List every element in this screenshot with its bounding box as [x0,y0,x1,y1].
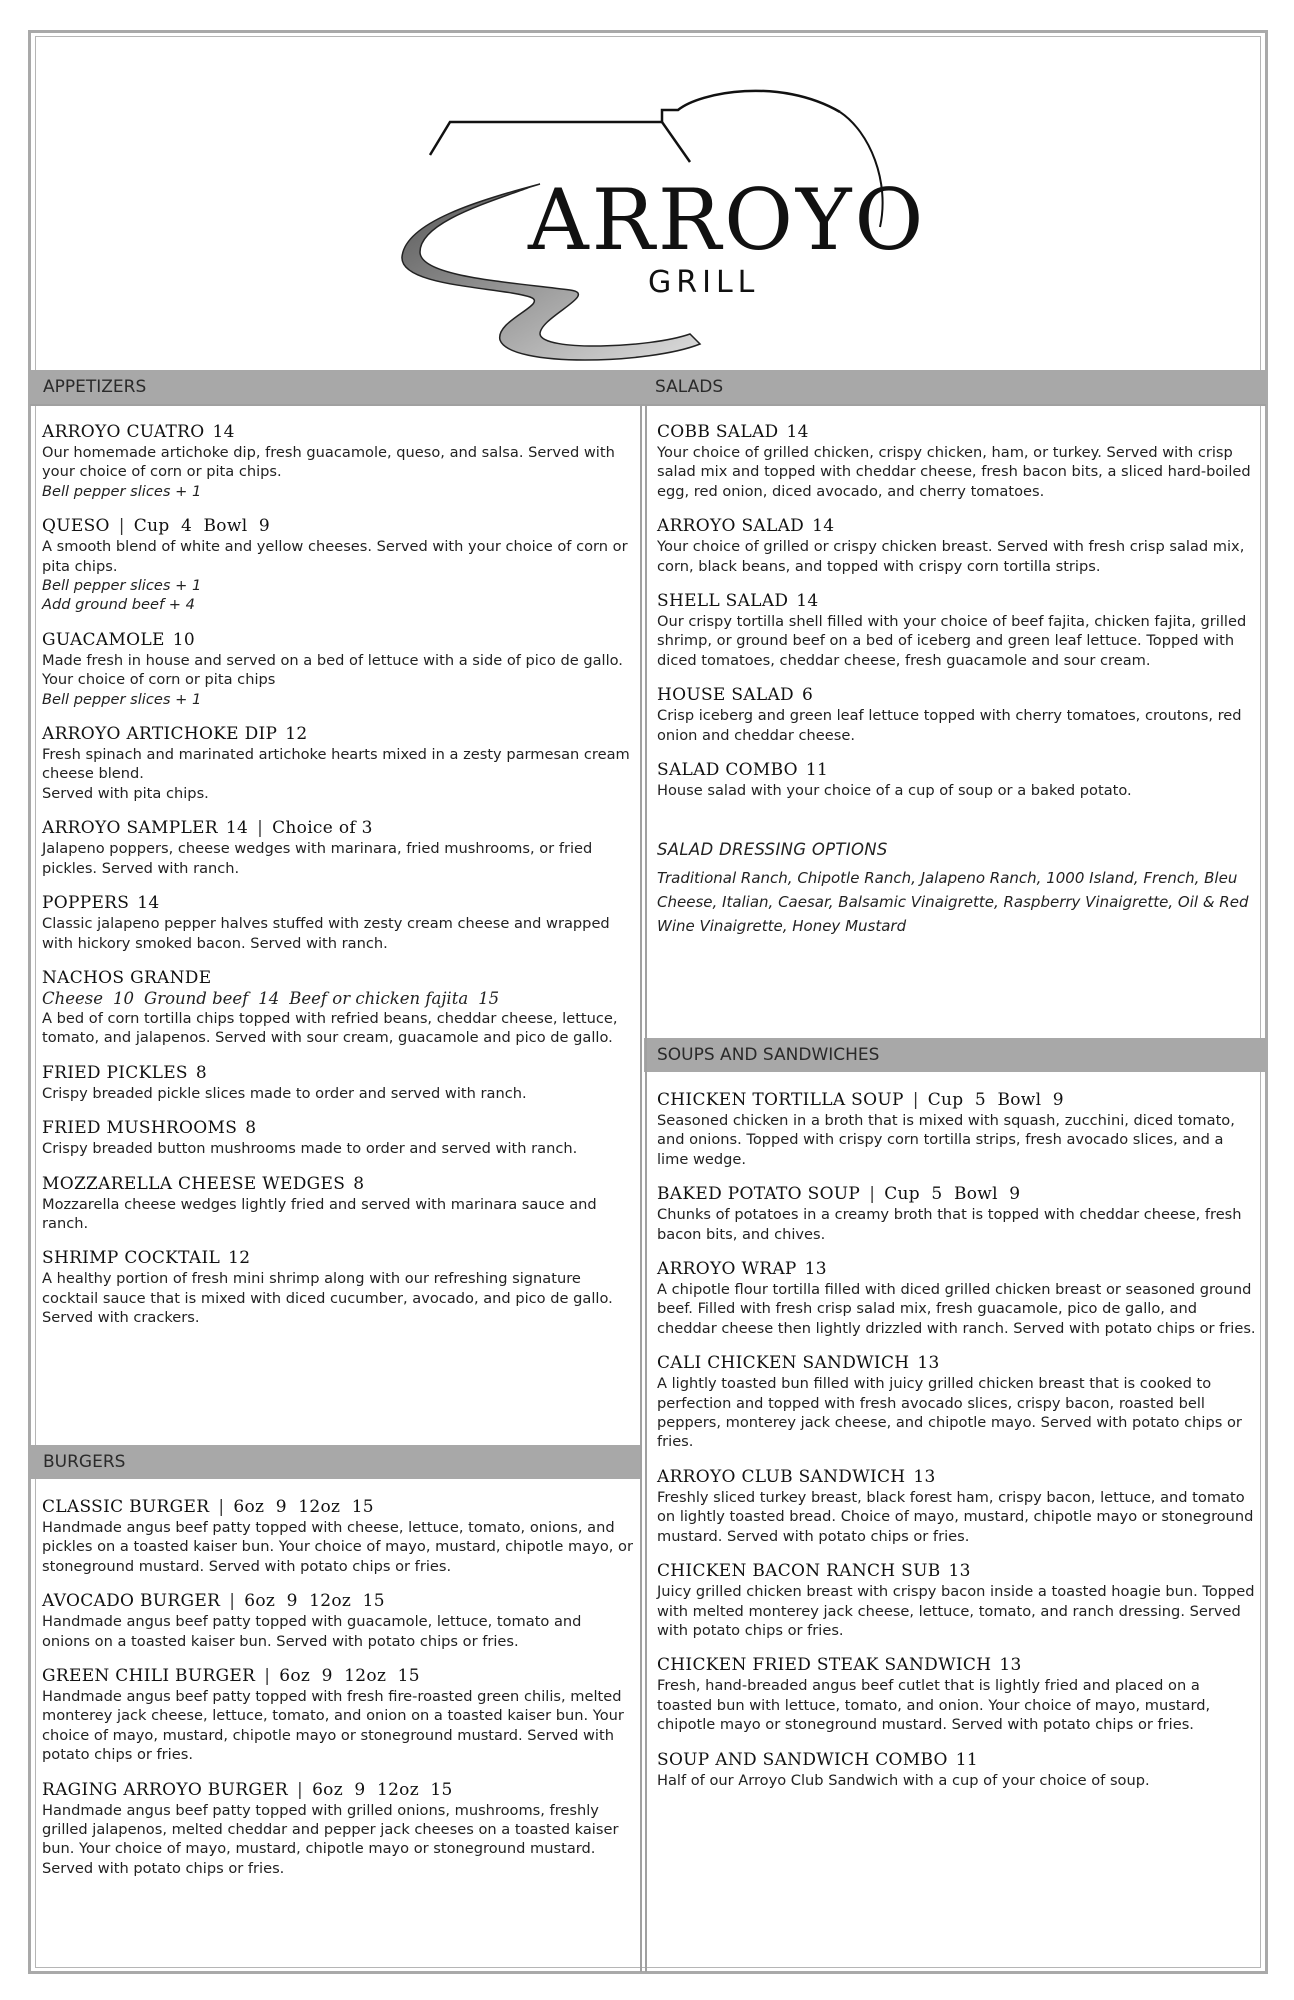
size-price: 4 [180,516,193,537]
menu-item: BAKED POTATO SOUP | Cup 5 Bowl 9 Chunks of potatoes in a creamy broth that is topped with cheddar cheese, fresh bacon bits, and chives. [657,1184,1257,1244]
item-name: HOUSE SALAD [657,685,794,706]
menu-item [42,893,634,953]
item-price: 6 [801,685,814,706]
dressing-title: SALAD DRESSING OPTIONS [657,840,888,860]
size-label: Cup [133,516,170,537]
item-name: COBB SALAD [657,422,779,442]
item-name: SHELL SALAD [657,591,789,612]
item-description: Seasoned chicken in a broth that is mixed with squash, zucchini, diced tomato, and onions. Topped with crispy corn tortilla strips, fresh avocado slices, and a lime wedge. [657,1112,1235,1168]
item-price: 10 [172,629,195,650]
item-description: Handmade angus beef patty topped with cheese, lettuce, tomato, onions, and pickles on a toasted kaiser bun. Your choice of mayo, mustard, chipotle mayo, or stoneground mustard. Served with potato chips or fries. [42,1519,633,1575]
brand-sub: GRILL [648,265,760,300]
item-price: 14 [786,422,809,442]
item-addon: Bell pepper slices + 1 [42,690,202,708]
item-description: A lightly toasted bun filled with juicy grilled chicken breast that is cooked to perfection and topped with fresh avocado slices, crispy bacon, roasted bell peppers, monterey jack cheese, and chipotle mayo. Served with potato chips or fries. [657,1375,1242,1451]
size-price: 9 [258,516,270,537]
menu-item: QUESO | Cup 4 Bowl 9 A smooth blend of white and yellow cheeses. Served with your choice of corn or pita chips. Bell pepper slices + 1 Add ground beef + 4 [42,516,634,615]
menu-item [42,422,634,501]
dressing-options [657,840,1257,938]
item-name: ARROYO SALAD [657,516,805,537]
size-label: 6oz [233,1497,265,1517]
item-description: A chipotle flour tortilla filled with diced grilled chicken breast or seasoned ground beef. Filled with fresh crisp salad mix, fresh guacamole, pico de gallo, and cheddar cheese then lightly drizzled with ranch. Served with potato chips or fries. [657,1281,1256,1337]
item-price: 13 [999,1655,1022,1676]
item-description: Juicy grilled chicken breast with crispy bacon inside a toasted hoagie bun. Topped with melted monterey jack cheese, lettuce, tomato, and ranch dressing. Served with potato chips or fries. [657,1583,1255,1639]
size-price: 5 [974,1090,987,1110]
item-name: FRIED PICKLES [42,1062,188,1083]
menu-item: CHICKEN TORTILLA SOUP | Cup 5 Bowl 9 Seasoned chicken in a broth that is mixed with squash, zucchini, diced tomato, and onions. Topped with crispy corn tortilla strips, fresh avocado slices, and a lime wedge. [657,1090,1257,1169]
item-name: SOUP AND SANDWICH COMBO [657,1749,948,1770]
menu-item [42,724,634,803]
size-price: 15 [362,1591,385,1612]
option-label: Ground beef [144,988,249,1008]
appetizers-list [42,422,634,1343]
menu-item [42,630,634,709]
menu-item: GREEN CHILI BURGER | 6oz 9 12oz 15 Handmade angus beef patty topped with fresh fire-roasted green chilis, melted monterey jack cheese, lettuce, tomato, and onion on a toasted kaiser bun. Your choice of mayo, mustard, chipotle mayo or stoneground mustard. Served with potato chips or fries. [42,1666,634,1765]
size-price: 15 [430,1779,453,1800]
item-options [42,989,634,1009]
size-label: 12oz [309,1591,352,1612]
item-price: 13 [948,1561,971,1582]
option-price: 10 [113,988,135,1008]
column-divider-right [645,404,647,1972]
item-name: BAKED POTATO SOUP [657,1184,861,1205]
item-description: Chunks of potatoes in a creamy broth that is topped with cheddar cheese, fresh bacon bits, and chives. [657,1206,1242,1243]
menu-item [42,1248,634,1327]
item-description: A bed of corn tortilla chips topped with refried beans, cheddar cheese, lettuce, tomato, and jalapenos. Served with sour cream, guacamole and pico de gallo. [42,1009,618,1047]
size-price: 15 [397,1666,420,1687]
menu-item [657,1561,1257,1640]
menu-item: AVOCADO BURGER | 6oz 9 12oz 15 Handmade angus beef patty topped with guacamole, lettuce, tomato and onions on a toasted kaiser bun. Served with potato chips or fries. [42,1591,634,1651]
size-label: 6oz [279,1666,311,1687]
soups-sandwiches-list [657,1090,1257,1805]
item-description: Crispy breaded button mushrooms made to order and served with ranch. [42,1140,578,1158]
item-price: 8 [195,1062,207,1083]
item-description: House salad with your choice of a cup of soup or a baked potato. [657,782,1132,800]
salads-header: SALADS [642,370,1266,404]
size-price: 9 [321,1666,333,1687]
item-name: CLASSIC BURGER [42,1497,210,1517]
burgers-list [42,1497,634,1893]
item-description: Classic jalapeno pepper halves stuffed with zesty cream cheese and wrapped with hickory smoked bacon. Served with ranch. [42,915,610,952]
item-name: GREEN CHILI BURGER [42,1666,256,1687]
menu-item [657,1467,1257,1546]
item-description: Your choice of grilled chicken, crispy chicken, ham, or turkey. Served with crisp salad mix and topped with cheddar cheese, fresh bacon bits, a sliced hard-boiled egg, red onion, diced avocado, and cherry tomatoes. [657,444,1251,500]
item-description: Handmade angus beef patty topped with grilled onions, mushrooms, freshly grilled jalapenos, melted cheddar and pepper jack cheeses on a toasted kaiser bun. Your choice of mayo, mustard, chipotle mayo or stoneground mustard. Served with potato chips or fries. [42,1801,619,1877]
item-name: QUESO [42,516,110,537]
item-price: 12 [228,1248,251,1269]
item-addon: Add ground beef + 4 [42,596,195,614]
menu-item [657,516,1257,576]
item-name: RAGING ARROYO BURGER [42,1779,289,1800]
item-name: CHICKEN FRIED STEAK SANDWICH [657,1655,992,1676]
menu-item [42,1063,634,1103]
item-price: 12 [285,724,308,745]
size-label: 12oz [376,1779,419,1800]
item-description: Handmade angus beef patty topped with guacamole, lettuce, tomato and onions on a toasted kaiser bun. Served with potato chips or fries. [42,1613,582,1650]
item-name: ARROYO CLUB SANDWICH [657,1466,906,1487]
item-price: 8 [245,1118,257,1139]
item-description: Handmade angus beef patty topped with fresh fire-roasted green chilis, melted monterey jack cheese, lettuce, tomato, and onion on a toasted kaiser bun. Your choice of mayo, mustard, chipotle mayo or stoneground mustard. Served with potato chips or fries. [42,1688,624,1764]
size-price: 9 [286,1591,298,1612]
item-description: Fresh, hand-breaded angus beef cutlet that is lightly fried and placed on a toasted bun with lettuce, tomato, and onion. Your choice of mayo, mustard, chipotle mayo or stoneground mustard. Served with potato chips or fries. [657,1677,1211,1734]
item-description: A smooth blend of white and yellow cheeses. Served with your choice of corn or pita chips. [42,538,628,575]
option-price: 15 [478,988,500,1008]
size-label: Cup [884,1184,920,1205]
menu-item [657,1353,1257,1452]
item-description: Mozzarella cheese wedges lightly fried and served with marinara sauce and ranch. [42,1195,597,1232]
salads-list [657,422,1257,938]
item-price: 13 [913,1466,936,1487]
menu-item [657,1259,1257,1338]
size-price: 5 [931,1184,943,1205]
item-name: GUACAMOLE [42,629,165,650]
size-label: Bowl [203,516,248,537]
size-price: 9 [354,1779,366,1800]
item-name: ARROYO SAMPLER [42,818,218,839]
menu-item [657,685,1257,745]
menu-item [657,422,1257,501]
item-price: 13 [917,1353,940,1374]
menu-item [657,1655,1257,1734]
item-name: POPPERS [42,893,130,914]
item-name: SHRIMP COCKTAIL [42,1248,221,1269]
item-name: CHICKEN BACON RANCH SUB [657,1561,941,1582]
size-label: Bowl [953,1184,998,1205]
item-description: Crisp iceberg and green leaf lettuce topped with cherry tomatoes, croutons, red onion and cheddar cheese. [657,707,1242,744]
option-price: 14 [258,988,280,1008]
item-price: 13 [804,1259,827,1280]
item-name: ARROYO WRAP [657,1259,797,1280]
menu-item [657,760,1257,800]
item-choice: Choice of 3 [272,818,373,839]
item-price: 14 [137,893,160,914]
menu-item [42,1118,634,1158]
item-price: 11 [805,760,829,781]
menu-item: RAGING ARROYO BURGER | 6oz 9 12oz 15 Handmade angus beef patty topped with grilled onions, mushrooms, freshly grilled jalapenos, melted cheddar and pepper jack cheeses on a toasted kaiser bun. Your choice of mayo, mustard, chipotle mayo or stoneground mustard. Served with potato chips or fries. [42,1780,634,1879]
item-description-2: Served with pita chips. [42,784,209,802]
menu-item [657,1750,1257,1790]
item-description: Half of our Arroyo Club Sandwich with a cup of your choice of soup. [657,1771,1150,1789]
size-label: 12oz [298,1497,341,1517]
item-name: ARROYO CUATRO [42,422,205,442]
item-price: 14 [212,422,235,442]
appetizers-header: APPETIZERS [30,370,642,404]
item-name: FRIED MUSHROOMS [42,1118,238,1139]
menu-item: ARROYO SAMPLER 14 | Choice of 3 Jalapeno poppers, cheese wedges with marinara, fried mushrooms, or fried pickles. Served with ranch. [42,818,634,878]
size-price: 15 [351,1497,374,1517]
item-price: 14 [812,516,835,537]
column-divider-left [640,404,642,1972]
option-label: Cheese [42,988,104,1008]
item-description-2: Your choice of corn or pita chips [42,671,276,689]
item-description: Jalapeno poppers, cheese wedges with marinara, fried mushrooms, or fried pickles. Served with ranch. [42,840,593,877]
top-divider [30,404,1266,406]
item-description: Our homemade artichoke dip, fresh guacamole, queso, and salsa. Served with your choice of corn or pita chips. [42,444,615,481]
size-price: 9 [275,1497,287,1517]
item-price: 14 [796,591,819,612]
item-description: Our crispy tortilla shell filled with your choice of beef fajita, chicken fajita, grilled shrimp, or ground beef on a bed of iceberg and green leaf lettuce. Topped with diced tomatoes, cheddar cheese, fresh guacamole and sour cream. [657,613,1247,669]
item-price: 8 [353,1173,365,1194]
item-name: CHICKEN TORTILLA SOUP [657,1090,904,1110]
menu-item [42,968,634,1048]
item-name: CALI CHICKEN SANDWICH [657,1353,910,1374]
burgers-header: BURGERS [30,1445,642,1479]
item-description: Crispy breaded pickle slices made to order and served with ranch. [42,1084,527,1102]
size-label: 6oz [244,1591,276,1612]
menu-item: CLASSIC BURGER | 6oz 9 12oz 15 Handmade angus beef patty topped with cheese, lettuce, tomato, onions, and pickles on a toasted kaiser bun. Your choice of mayo, mustard, chipotle mayo, or stoneground mustard. Served with potato chips or fries. [42,1497,633,1575]
item-name: ARROYO ARTICHOKE DIP [42,724,278,745]
size-label: 6oz [312,1779,343,1800]
item-name: NACHOS GRANDE [42,967,212,988]
size-label: Cup [927,1090,964,1110]
size-label: Bowl [997,1090,1042,1110]
size-price: 9 [1009,1184,1021,1205]
item-addon: Bell pepper slices + 1 [42,577,202,595]
item-description: Freshly sliced turkey breast, black forest ham, crispy bacon, lettuce, and tomato on lightly toasted bread. Choice of mayo, mustard, chipotle mayo or stoneground mustard. Served with potato chips or fries. [657,1488,1254,1545]
menu-item [42,1174,634,1234]
item-price: 14 [225,818,249,839]
menu-item [657,591,1257,670]
size-price: 9 [1052,1090,1064,1110]
item-addon: Bell pepper slices + 1 [42,482,202,500]
item-price: 11 [955,1749,979,1770]
item-name: AVOCADO BURGER [42,1591,221,1612]
item-description: A healthy portion of fresh mini shrimp along with our refreshing signature cocktail sauce that is mixed with diced cucumber, avocado, and pico de gallo. Served with crackers. [42,1270,613,1327]
item-name: MOZZARELLA CHEESE WEDGES [42,1173,346,1194]
size-label: 12oz [344,1666,387,1687]
item-description: Fresh spinach and marinated artichoke hearts mixed in a zesty parmesan cream cheese blend. [42,746,630,783]
soups-header: SOUPS AND SANDWICHES [644,1038,1266,1072]
brand-name: ARROYO [528,171,927,269]
item-name: SALAD COMBO [657,760,798,781]
item-description: Made fresh in house and served on a bed of lettuce with a side of pico de gallo. [42,651,623,669]
option-label: Beef or chicken fajita [289,988,469,1008]
item-description: Your choice of grilled or crispy chicken breast. Served with fresh crisp salad mix, corn, black beans, and topped with crispy corn tortilla strips. [657,538,1245,575]
dressing-text: Traditional Ranch, Chipotle Ranch, Jalapeno Ranch, 1000 Island, French, Bleu Cheese, Italian, Caesar, Balsamic Vinaigrette, Raspberry Vinaigrette, Oil & Red Wine Vinaigrette, Honey Mustard [657,869,1249,936]
